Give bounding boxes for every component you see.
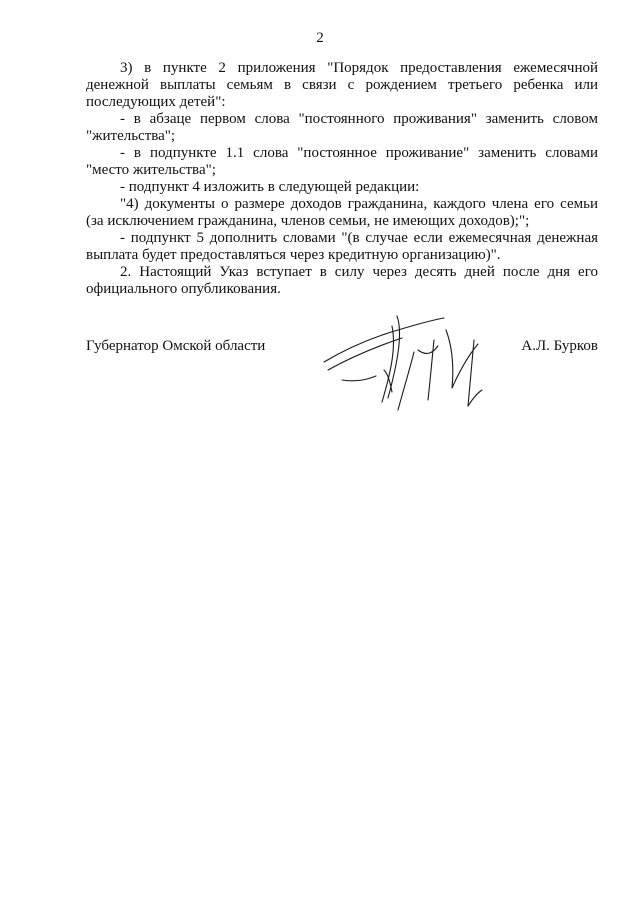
paragraph-subitem-1-1: - в подпункте 1.1 слова "постоянное проживание" заменить словами "место жительства";: [86, 145, 598, 178]
paragraph-item-3: 3) в пункте 2 приложения "Порядок предоставления ежемесячной денежной выплаты семьям в связи с рождением третьего ребенка или последующих детей":: [86, 60, 598, 110]
handwritten-signature: [322, 310, 492, 415]
paragraph-subitem-residence: - в абзаце первом слова "постоянного проживания" заменить словом "жительства";: [86, 111, 598, 144]
signature-block: [86, 330, 598, 430]
paragraph-subitem-5: - подпункт 5 дополнить словами "(в случае если ежемесячная денежная выплата будет предоставляться через кредитную организацию)".: [86, 230, 598, 263]
signatory-name: А.Л. Бурков: [521, 338, 598, 354]
document-body: [86, 60, 598, 298]
paragraph-subitem-4-text: "4) документы о размере доходов гражданина, каждого члена его семьи (за исключением гражданина, членов семьи, не имеющих доходов);";: [86, 196, 598, 229]
signatory-title: Губернатор Омской области: [86, 338, 266, 354]
page-number: 2: [316, 30, 324, 46]
paragraph-effective-date: 2. Настоящий Указ вступает в силу через десять дней после дня его официального опубликования.: [86, 264, 598, 297]
paragraph-subitem-4-intro: - подпункт 4 изложить в следующей редакции:: [120, 179, 420, 195]
